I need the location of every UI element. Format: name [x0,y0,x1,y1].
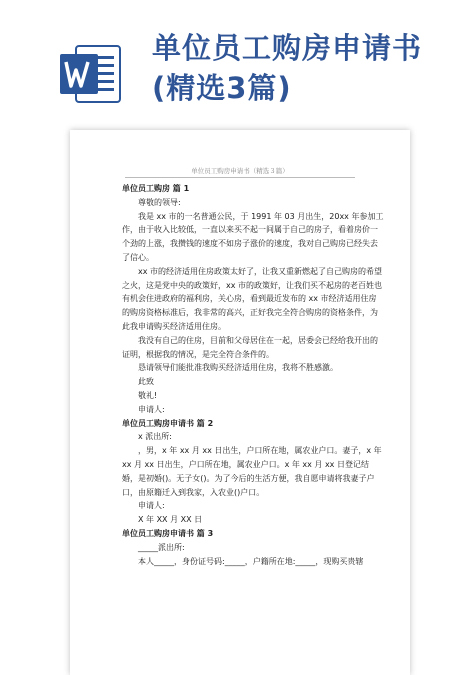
body-paragraph: ，男，x 年 xx 月 xx 日出生，户口所在地，属农业户口。妻子，x 年 xx 月 xx 日出生，户口所在地，属农业户口。x 年 xx 月 xx 日登记结婚，是初婚()。无子女()。为了今后的生活方便，我自愿申请将我妻子户口，由原籍迁入到我家，入农业()户口。 [122,446,382,497]
document-body [122,182,384,568]
date-line: X 年 XX 月 XX 日 [138,515,203,525]
running-header: 单位员工购房申请书（精选３篇） [191,167,289,175]
salutation: 尊敬的领导: [138,197,181,207]
closing-line: 敬礼! [138,390,158,400]
salutation: x 派出所: [138,432,172,442]
section-heading: 单位员工购房申请书 篇 3 [122,528,214,538]
signature-line: 申请人: [138,501,165,511]
salutation: _____派出所: [138,542,185,552]
word-icon [58,42,122,106]
header-divider [125,177,355,178]
closing-line: 此致 [138,377,154,387]
document-page [70,130,410,675]
body-paragraph: 我是 xx 市的一名普通公民，于 1991 年 03 月出生，20xx 年参加工作，由于收入比较低，一直以来买不起一间属于自己的房子，看着房价一个劲的上涨，我攒钱的速度不如房子涨价的速度，我对自己购房已经失去了信心。 [122,211,384,262]
section-heading: 单位员工购房申请书 篇 2 [122,418,214,428]
body-paragraph: 恳请领导们能批准我购买经济适用住房，我将不胜感激。 [138,363,338,373]
page-title: 单位员工购房申请书(精选3篇) [152,31,423,105]
document-banner [0,0,474,120]
signature-line: 申请人: [138,404,165,414]
body-paragraph: xx 市的经济适用住房政策太好了，让我又重新燃起了自己购房的希望之火，这是党中央的政策好，xx 市的政策好，让我们买不起房的老百姓也有机会住进政府的福利房，关心房，看到最近发布的 xx 市经济适用住房的购房资格标准后，我非常的高兴，正好我完全符合购房的资格条件，为此我申请购买经济适用住房。 [122,266,383,331]
body-paragraph: 本人_____，身份证号码:_____，户籍所在地:_____，现购买贵辖 [138,556,364,566]
body-paragraph: 我没有自己的住房，目前和父母居住在一起，居委会已经给我开出的证明，根据我的情况，是完全符合条件的。 [122,335,378,359]
section-heading: 单位员工购房 篇 1 [122,184,190,193]
